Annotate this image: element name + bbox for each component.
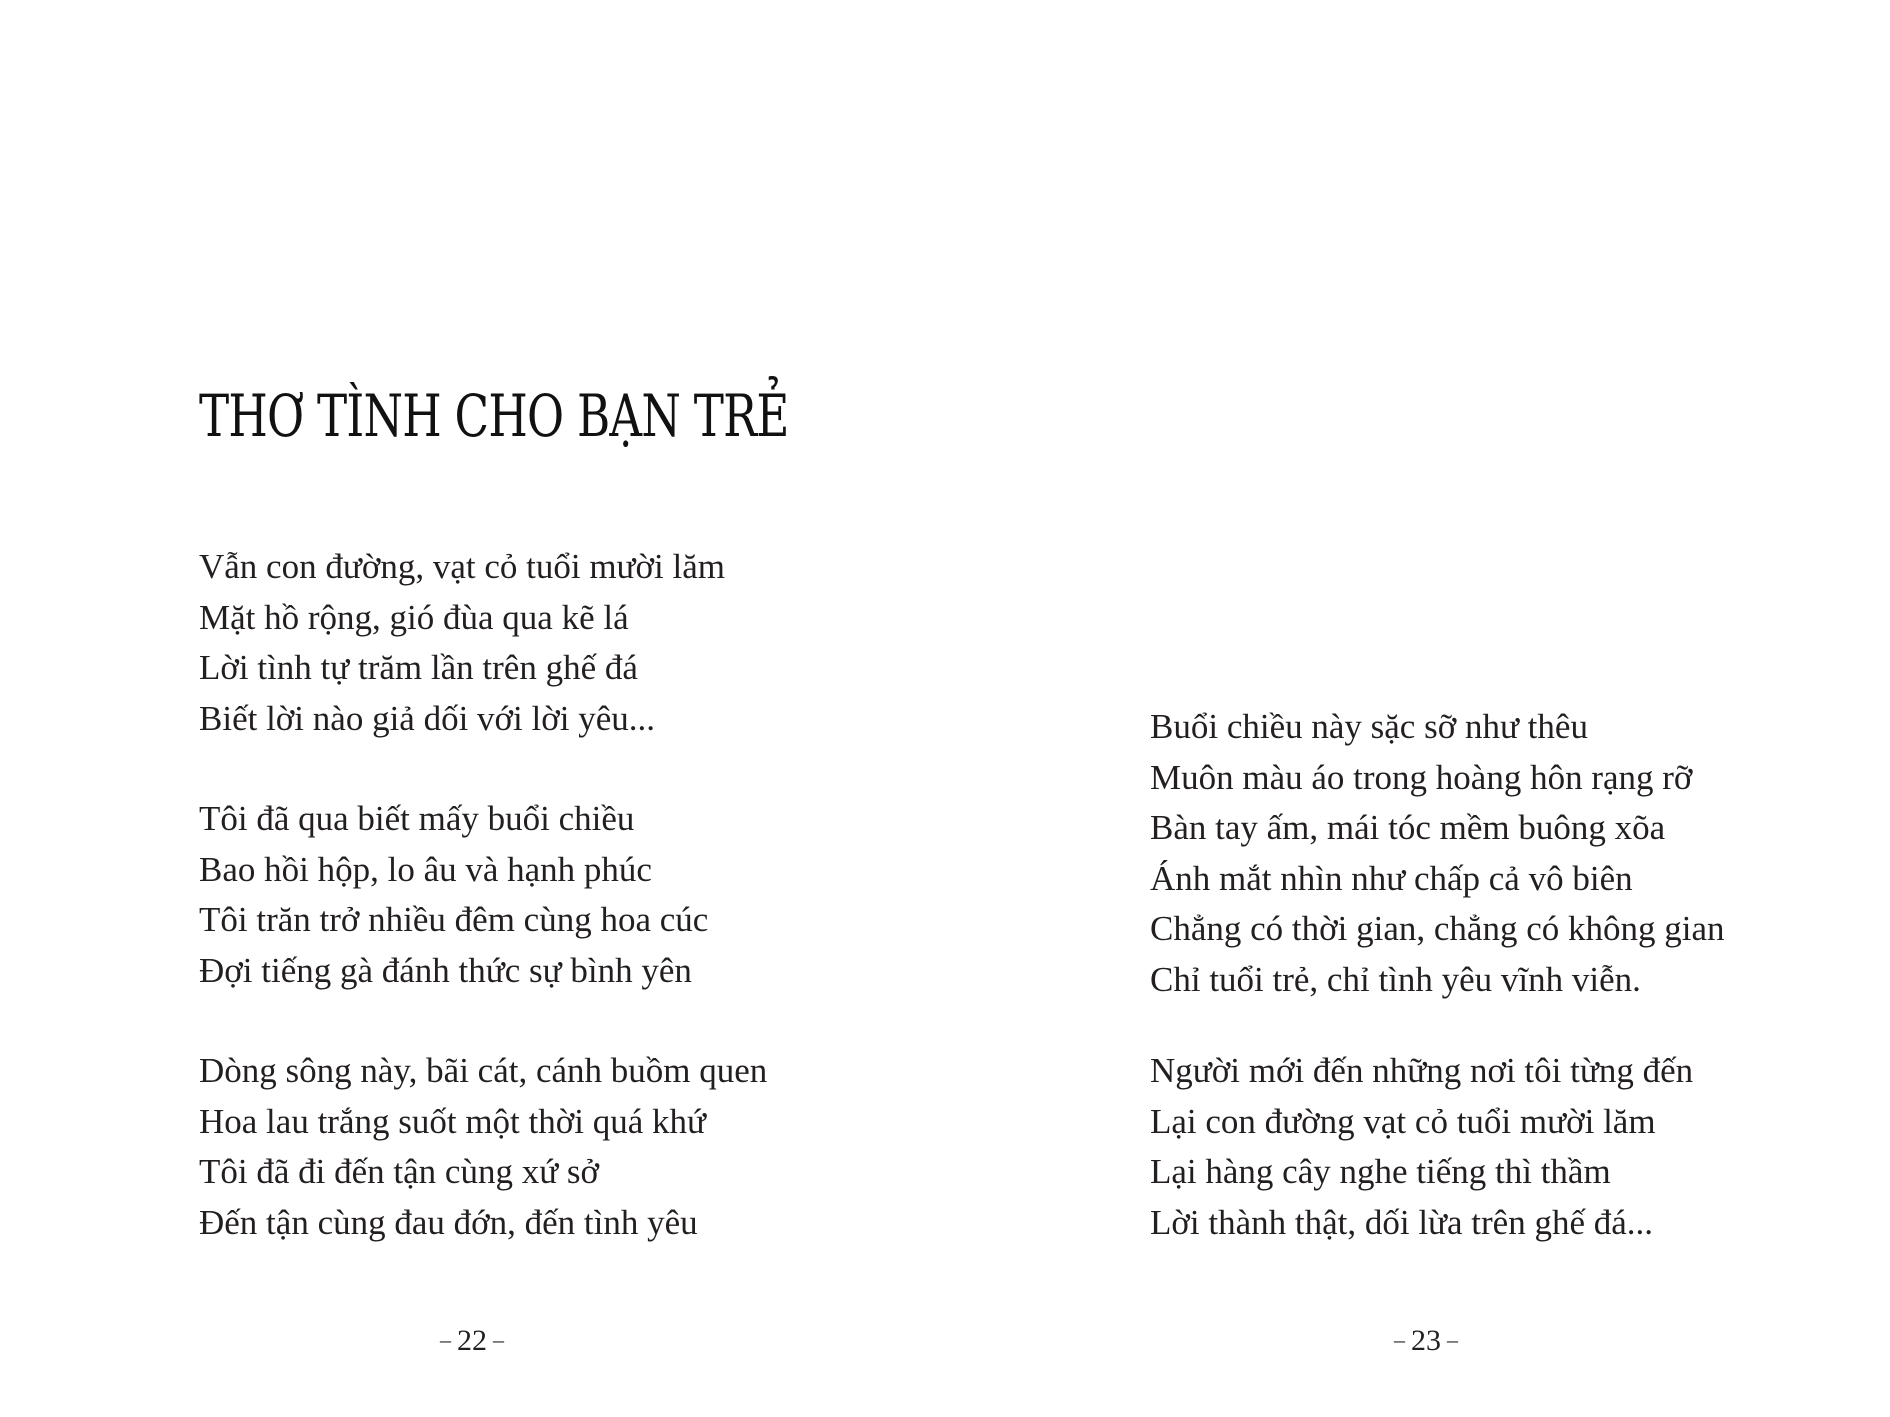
verse-line: Lại con đường vạt cỏ tuổi mười lăm [1150,1101,1656,1141]
verse-line: Buổi chiều này sặc sỡ như thêu [1150,707,1588,746]
dash-mark: – [493,1327,504,1352]
verse-line: Tôi đã đi đến tận cùng xứ sở [199,1152,600,1191]
page-number-value: 22 [457,1324,487,1357]
verse-line: Lời tình tự trăm lần trên ghế đá [199,648,638,687]
verse-line: Bàn tay ấm, mái tóc mềm buông xõa [1150,808,1666,847]
verse-line: Lại hàng cây nghe tiếng thì thầm [1150,1152,1611,1191]
verse-line: Hoa lau trắng suốt một thời quá khứ [199,1101,706,1141]
page-number-value: 23 [1411,1324,1441,1357]
verse-line: Chẳng có thời gian, chẳng có không gian [1150,909,1725,948]
page-number-left [412,1320,532,1361]
right-page [945,0,1890,1417]
verse-line: Tôi trăn trở nhiều đêm cùng hoa cúc [199,900,709,939]
verse-line: Lời thành thật, dối lừa trên ghế đá... [1150,1202,1654,1242]
verse-line: Đợi tiếng gà đánh thức sự bình yên [199,950,692,990]
dash-mark: – [1447,1327,1458,1352]
verse-line: Bao hồi hộp, lo âu và hạnh phúc [199,849,652,889]
verse-line: Đến tận cùng đau đớn, đến tình yêu [199,1202,698,1242]
verse-line: Muôn màu áo trong hoàng hôn rạng rỡ [1150,757,1693,797]
dash-mark: – [440,1327,451,1352]
verse-line: Tôi đã qua biết mấy buổi chiều [199,799,635,838]
page-number-right [1366,1320,1486,1361]
verse-line: Người mới đến những nơi tôi từng đến [1150,1051,1694,1090]
left-stanza-2 [199,794,708,996]
right-stanza-2 [1150,1046,1693,1248]
verse-line: Chỉ tuổi trẻ, chỉ tình yêu vĩnh viễn. [1150,959,1641,999]
left-stanza-1 [199,542,725,744]
verse-line: Mặt hồ rộng, gió đùa qua kẽ lá [199,597,629,637]
verse-line: Dòng sông này, bãi cát, cánh buồm quen [199,1051,768,1090]
verse-line: Vẫn con đường, vạt cỏ tuổi mười lăm [199,547,725,586]
left-stanza-3 [199,1046,767,1248]
poem-title: THƠ TÌNH CHO BẠN TRẺ [199,382,789,450]
verse-line: Biết lời nào giả dối với lời yêu... [199,698,656,738]
right-stanza-1 [1150,702,1725,1005]
verse-line: Ánh mắt nhìn như chấp cả vô biên [1150,858,1633,898]
dash-mark: – [1394,1327,1405,1352]
